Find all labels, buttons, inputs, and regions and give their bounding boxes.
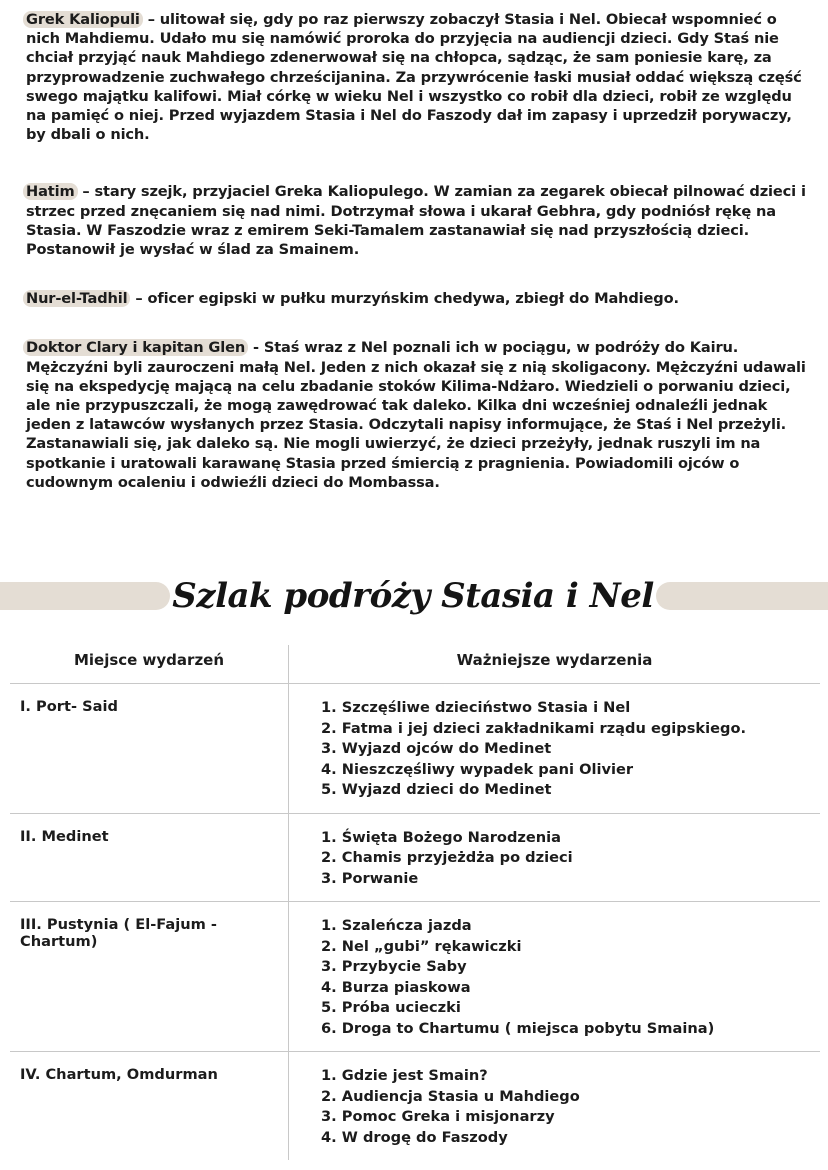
event-item: 2. Fatma i jej dzieci zakładnikami rządu egipskiego.	[321, 719, 747, 737]
event-item: 1. Święta Bożego Narodzenia	[321, 828, 562, 846]
character-name: Nur-el-Tadhil	[23, 290, 130, 307]
event-item: 2. Chamis przyjeżdża po dzieci	[321, 849, 573, 866]
character-descriptions	[26, 10, 806, 492]
events-list	[289, 814, 820, 902]
events-cell	[289, 813, 821, 902]
events-list	[289, 902, 820, 1051]
character-name: Doktor Clary i kapitan Glen	[23, 339, 248, 356]
banner-decoration-left	[0, 582, 170, 610]
table-row	[10, 813, 820, 902]
place-cell	[10, 1052, 289, 1161]
column-header-place: Miejsce wydarzeń	[10, 645, 289, 684]
event-item: 2. Nel „gubi” rękawiczki	[321, 937, 522, 955]
place-name: IV. Chartum, Omdurman	[20, 1066, 218, 1083]
character-entry	[26, 10, 806, 144]
column-header-events: Ważniejsze wydarzenia	[289, 645, 821, 684]
table-row	[10, 902, 820, 1052]
event-item: 5. Wyjazd dzieci do Medinet	[321, 781, 552, 798]
place-cell	[10, 684, 289, 814]
character-entry	[26, 182, 806, 259]
event-item: 2. Audiencja Stasia u Mahdiego	[321, 1087, 580, 1105]
table-row	[10, 1052, 820, 1161]
events-cell	[289, 684, 821, 814]
place-cell	[10, 902, 289, 1052]
events-list	[289, 684, 820, 813]
character-description: – stary szejk, przyjaciel Greka Kaliopulego. W zamian za zegarek obiecał pilnować dzieci i strzec przed znęcaniem się nad nimi. Dotrzymał słowa i ukarał Gebhra, gdy podniósł rękę na Stasia. W Faszodzie wraz z emirem Seki-Tamalem zastanawiał się nad przyszłością dzieci. Postanowił je wysłać w ślad za Smainem.	[26, 183, 806, 259]
character-description: – oficer egipski w pułku murzyńskim chedywa, zbiegł do Mahdiego.	[130, 290, 679, 308]
event-item: 5. Próba ucieczki	[321, 999, 461, 1016]
event-item: 1. Gdzie jest Smain?	[321, 1067, 488, 1084]
place-name: III. Pustynia ( El-Fajum - Chartum)	[20, 916, 217, 950]
event-item: 4. Nieszczęśliwy wypadek pani Olivier	[321, 760, 634, 778]
events-cell	[289, 1052, 821, 1161]
table-row	[10, 684, 820, 814]
character-name: Grek Kaliopuli	[23, 11, 143, 28]
events-list	[289, 1052, 820, 1160]
place-name: I. Port- Said	[20, 698, 118, 715]
event-item: 3. Pomoc Greka i misjonarzy	[321, 1108, 555, 1125]
event-item: 4. Burza piaskowa	[321, 978, 471, 996]
event-item: 1. Szaleńcza jazda	[321, 917, 472, 934]
place-cell	[10, 813, 289, 902]
section-title: Szlak podróży Stasia i Nel	[172, 576, 654, 616]
character-description: - Staś wraz z Nel poznali ich w pociągu, w podróży do Kairu. Mężczyźni byli zauroczeni małą Nel. Jeden z nich okazał się z nią skoligacony. Mężczyźni udawali się na ekspedycję mającą na celu zbadanie stoków Kilima-Ndżaro. Wiedzieli o porwaniu dzieci, ale nie przypuszczali, że mogą zawędrować tak daleko. Kilka dni wcześniej odnaleźli jednak jeden z latawców wysłanych przez Stasia. Odczytali napisy informujące, że Staś i Nel przeżyli. Zastanawiali się, jak daleko są. Nie mogli uwierzyć, że dzieci przeżyły, jednak ruszyli im na spotkanie i uratowali karawanę Stasia przed śmiercią z pragnienia. Powiadomili ojców o cudownym ocaleniu i odwieźli dzieci do Mombassa.	[26, 339, 806, 491]
character-entry	[26, 338, 806, 492]
banner-decoration-right	[656, 582, 828, 610]
event-item: 1. Szczęśliwe dzieciństwo Stasia i Nel	[321, 699, 631, 716]
event-item: 3. Porwanie	[321, 869, 419, 887]
place-name: II. Medinet	[20, 827, 109, 845]
section-banner	[0, 572, 828, 620]
character-description: – ulitował się, gdy po raz pierwszy zobaczył Stasia i Nel. Obiecał wspomnieć o nich Mahdiemu. Udało mu się namówić proroka do przyjęcia na audiencji dzieci. Gdy Staś nie chciał przyjąć nauk Mahdiego zdenerwował się na chłopca, sądząc, że sam poniesie karę, za przyprowadzenie zuchwałego chrześcijanina. Za przywrócenie łaski musiał oddać większą część swego majątku kalifowi. Miał córkę w wieku Nel i wszystko co robił dla dzieci, robił ze względu na pamięć o niej. Przed wyjazdem Stasia i Nel do Faszody dał im zapasy i uprzedził porywaczy, by dbali o nich.	[26, 11, 802, 144]
event-item: 3. Wyjazd ojców do Medinet	[321, 740, 552, 757]
event-item: 3. Przybycie Saby	[321, 958, 467, 975]
character-entry	[26, 289, 806, 308]
event-item: 4. W drogę do Faszody	[321, 1128, 508, 1146]
route-table	[10, 645, 820, 1160]
events-cell	[289, 902, 821, 1052]
event-item: 6. Droga to Chartumu ( miejsca pobytu Smaina)	[321, 1019, 715, 1037]
character-name: Hatim	[23, 183, 78, 200]
